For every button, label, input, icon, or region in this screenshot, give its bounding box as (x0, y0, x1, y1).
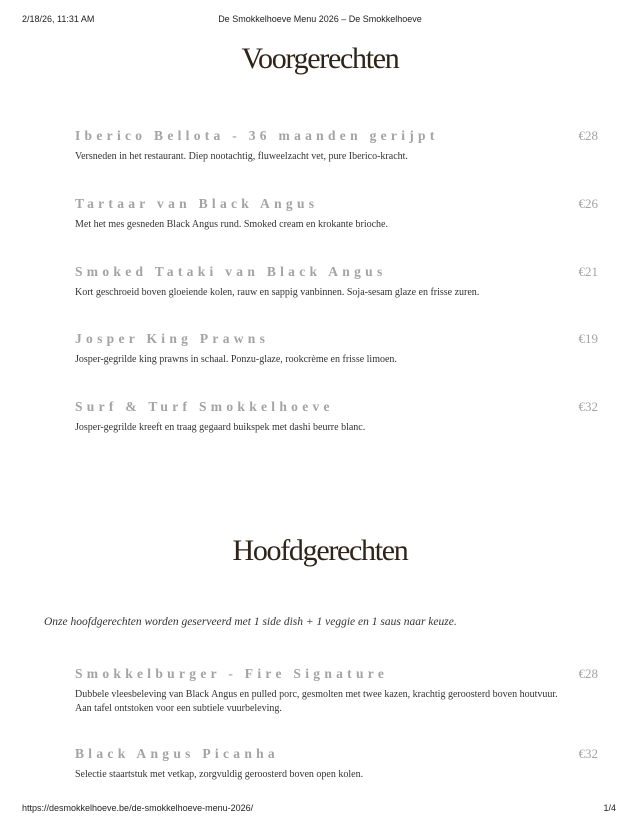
print-url: https://desmokkelhoeve.be/de-smokkelhoeve-menu-2026/ (22, 803, 254, 813)
menu-item-name: Smoked Tataki van Black Angus (75, 264, 387, 279)
menu-item (75, 127, 600, 164)
menu-item (75, 665, 600, 716)
hoofdgerechten-intro: Onze hoofdgerechten worden geserveerd met 1 side dish + 1 veggie en 1 saus naar keuze. (44, 616, 457, 628)
page-number: 1/4 (603, 803, 616, 813)
menu-item (75, 195, 600, 232)
menu-item-price: €21 (578, 264, 598, 279)
menu-item-description: Josper-gegrilde kreeft en traag gegaard buikspek met dashi beurre blanc. (75, 422, 366, 433)
menu-item-name: Iberico Bellota - 36 maanden gerijpt (75, 128, 439, 143)
section-title-hoofdgerechten: Hoofdgerechten (232, 534, 408, 567)
menu-item-name: Surf & Turf Smokkelhoeve (75, 399, 334, 414)
menu-item (75, 398, 600, 435)
menu-item-name: Josper King Prawns (75, 331, 270, 346)
menu-item-price: €28 (578, 666, 598, 681)
menu-item-description: Josper-gegrilde king prawns in schaal. Ponzu-glaze, rookcrème en frisse limoen. (75, 354, 397, 365)
print-datetime: 2/18/26, 11:31 AM (22, 14, 95, 24)
menu-item-price: €32 (578, 746, 598, 761)
menu-item-name: Smokkelburger - Fire Signature (75, 666, 389, 681)
print-page-title: De Smokkelhoeve Menu 2026 – De Smokkelhoeve (218, 14, 422, 24)
menu-item-price: €32 (578, 399, 598, 414)
menu-item-description: Met het mes gesneden Black Angus rund. Smoked cream en krokante brioche. (75, 219, 388, 230)
menu-item-price: €26 (578, 196, 598, 211)
menu-item-description: Selectie staartstuk met vetkap, zorgvuldig geroosterd boven open kolen. (75, 769, 364, 780)
menu-item-description: Versneden in het restaurant. Diep nootachtig, fluweelzacht vet, pure Iberico-kracht. (75, 151, 408, 162)
menu-item (75, 263, 600, 300)
section-title-voorgerechten: Voorgerechten (241, 42, 399, 75)
menu-item-description: Dubbele vleesbeleving van Black Angus en pulled porc, gesmolten met twee kazen, krachtig geroosterd boven houtvuur. Aan tafel ontstoken voor een subtiele vuurbeleving. (75, 689, 558, 714)
menu-item (75, 330, 600, 367)
menu-item-price: €19 (578, 331, 598, 346)
menu-item-name: Tartaar van Black Angus (75, 196, 319, 211)
menu-item-description: Kort geschroeid boven gloeiende kolen, rauw en sappig vanbinnen. Soja-sesam glaze en frisse zuren. (75, 287, 480, 298)
menu-item-name: Black Angus Picanha (75, 746, 279, 761)
menu-item (75, 745, 600, 782)
menu-item-price: €28 (578, 128, 598, 143)
